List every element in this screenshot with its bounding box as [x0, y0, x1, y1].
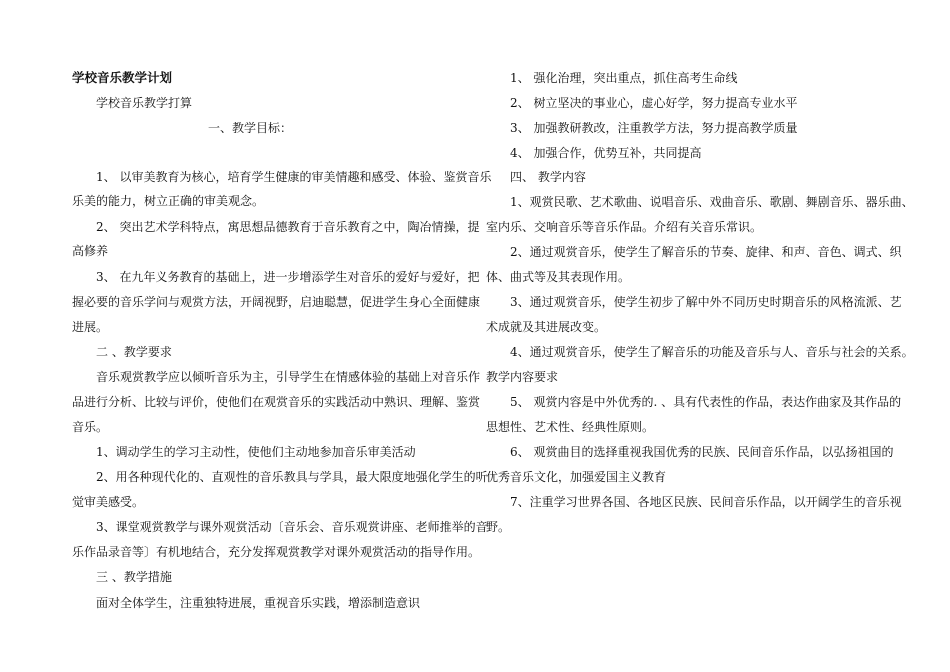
paragraph-line: 面对全体学生，注重独特进展，重视音乐实践，增添制造意识	[96, 596, 421, 610]
paragraph-line: 音乐。	[72, 420, 109, 434]
section-heading-goals: 一、教学目标：	[208, 121, 293, 135]
paragraph-line: 品进行分析、比较与评价，使他们在观赏音乐的实践活动中熟识、理解、鉴赏	[72, 395, 481, 409]
subtitle: 学校音乐教学打算	[96, 96, 193, 110]
paragraph-line: 术成就及其进展改变。	[486, 320, 607, 334]
paragraph-line: 野。	[486, 520, 511, 534]
paragraph-line: 2、通过观赏音乐，使学生了解音乐的节奏、旋律、和声、音色、调式、织	[510, 245, 902, 259]
list-item: 1、 强化治理，突出重点，抓住高考生命线	[510, 71, 738, 85]
subheading-content-requirements: 教学内容要求	[486, 370, 559, 384]
paragraph-line: 3、通过观赏音乐，使学生初步了解中外不同历史时期音乐的风格流派、艺	[510, 295, 902, 309]
paragraph-line: 1、 以审美教育为核心，培育学生健康的审美情趣和感受、体验、鉴赏音乐	[96, 170, 492, 184]
paragraph-line: 乐美的能力，树立正确的审美观念。	[72, 194, 265, 208]
list-item: 2、 树立坚决的事业心，虚心好学，努力提高专业水平	[510, 96, 798, 110]
document-title: 学校音乐教学计划	[72, 70, 173, 85]
paragraph-line: 握必要的音乐学问与观赏方法，开阔视野，启迪聪慧，促进学生身心全面健康	[72, 295, 481, 309]
paragraph-line: 觉审美感受。	[72, 495, 145, 509]
paragraph-line: 高修养	[72, 244, 109, 258]
paragraph-line: 3、课堂观赏教学与课外观赏活动〔音乐会、音乐观赏讲座、老师推举的音	[96, 520, 488, 534]
section-heading-requirements: 二 、教学要求	[96, 345, 172, 359]
list-item: 4、 加强合作，优势互补，共同提高	[510, 146, 702, 160]
paragraph-line: 6、 观赏曲目的选择重视我国优秀的民族、民间音乐作品，以弘扬祖国的	[510, 445, 894, 459]
paragraph-line: 体、曲式等及其表现作用。	[486, 270, 631, 284]
paragraph-line: 音乐观赏教学应以倾听音乐为主，引导学生在情感体验的基础上对音乐作	[96, 370, 481, 384]
paragraph-line: 优秀音乐文化，加强爱国主义教育	[486, 470, 667, 484]
paragraph-line: 进展。	[72, 320, 109, 334]
paragraph-line: 2、用各种现代化的、直观性的音乐教具与学具，最大限度地强化学生的听	[96, 470, 488, 484]
list-item: 3、 加强教研教改，注重教学方法，努力提高教学质量	[510, 121, 798, 135]
paragraph-line: 1、调动学生的学习主动性，使他们主动地参加音乐审美活动	[96, 445, 416, 459]
paragraph-line: 2、 突出艺术学科特点，寓思想品德教育于音乐教育之中，陶冶情操，提	[96, 220, 480, 234]
section-heading-measures: 三 、教学措施	[96, 570, 172, 584]
paragraph-line: 3、 在九年义务教育的基础上，进一步增添学生对音乐的爱好与爱好，把	[96, 270, 480, 284]
paragraph-line: 思想性、艺术性、经典性原则。	[486, 420, 655, 434]
paragraph-line: 5、 观赏内容是中外优秀的. 、具有代表性的作品，表达作曲家及其作品的	[510, 395, 902, 409]
paragraph-line: 1、观赏民歌、艺术歌曲、说唱音乐、戏曲音乐、歌剧、舞剧音乐、器乐曲、	[510, 195, 914, 209]
paragraph-line: 7、注重学习世界各国、各地区民族、民间音乐作品，以开阔学生的音乐视	[510, 495, 902, 509]
paragraph-line: 室内乐、交响音乐等音乐作品。介绍有关音乐常识。	[486, 220, 763, 234]
section-heading-content: 四、 教学内容	[510, 170, 586, 184]
paragraph-line: 乐作品录音等〕有机地结合，充分发挥观赏教学对课外观赏活动的指导作用。	[72, 545, 481, 559]
paragraph-line: 4、通过观赏音乐，使学生了解音乐的功能及音乐与人、音乐与社会的关系。	[510, 345, 914, 359]
